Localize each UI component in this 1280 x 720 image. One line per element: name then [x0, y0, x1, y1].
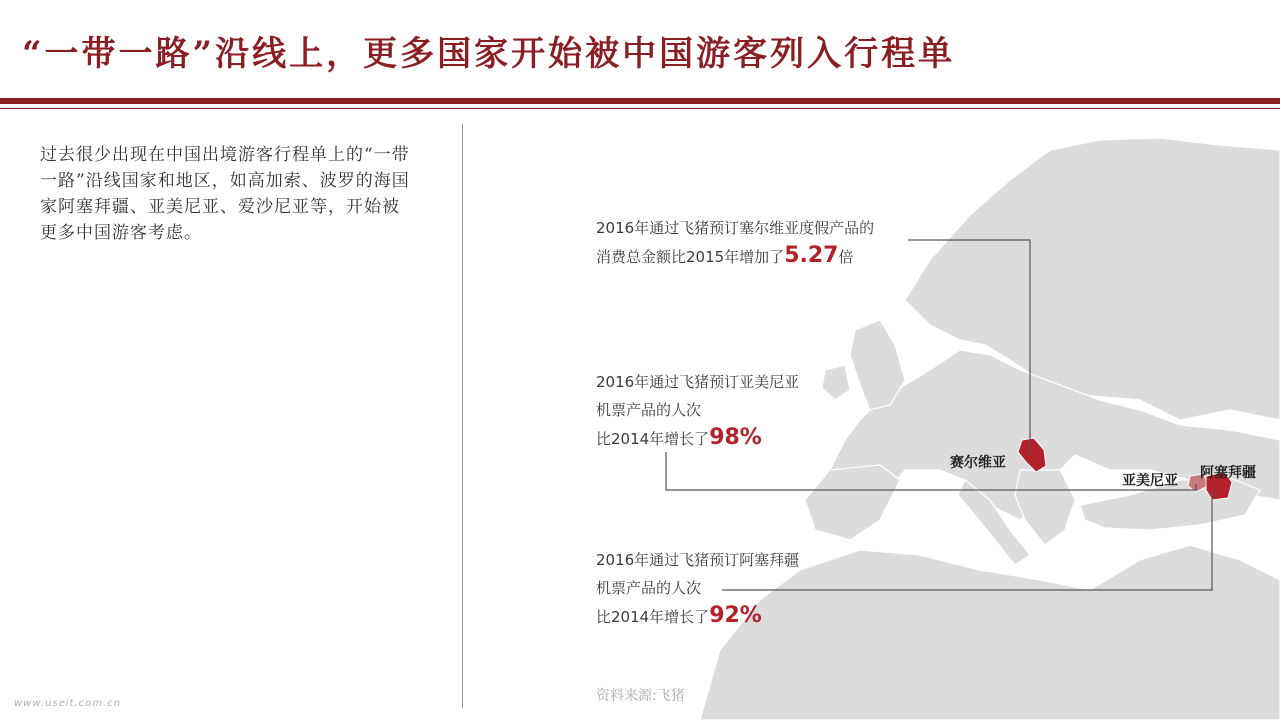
callout-armenia-line3	[596, 424, 799, 453]
callout-azerbaijan	[596, 546, 799, 631]
watermark: www.useit.com.cn	[14, 698, 122, 709]
callout-armenia-prefix: 比2014年增长了	[596, 430, 710, 448]
intro-paragraph: 过去很少出现在中国出境游客行程单上的“一带一路”沿线国家和地区，如高加索、波罗的海国家阿塞拜疆、亚美尼亚、爱沙尼亚等，开始被更多中国游客考虑。	[40, 145, 410, 243]
callout-armenia-line2: 机票产品的人次	[596, 401, 702, 419]
callout-serbia-prefix: 消费总金额比2015年增加了	[596, 248, 785, 266]
callout-serbia-line2	[596, 242, 874, 271]
callout-azerbaijan-line2: 机票产品的人次	[596, 579, 702, 597]
map-land-balkans	[1015, 470, 1075, 545]
source-note: 资料来源:飞猪	[596, 688, 685, 704]
callout-armenia	[596, 368, 799, 453]
callout-azerbaijan-stat: 92%	[709, 603, 762, 628]
map-land-ireland	[822, 365, 850, 400]
map-label-azerbaijan: 阿塞拜疆	[1200, 465, 1256, 481]
callout-serbia-stat: 5.27	[784, 243, 839, 268]
map-land-iberia	[805, 465, 900, 540]
callout-azerbaijan-prefix: 比2014年增长了	[596, 608, 710, 626]
callout-azerbaijan-line3	[596, 602, 799, 631]
callout-azerbaijan-line1: 2016年通过飞猪预订阿塞拜疆	[596, 551, 800, 569]
callout-armenia-line1: 2016年通过飞猪预订亚美尼亚	[596, 373, 800, 391]
callout-armenia-stat: 98%	[709, 425, 762, 450]
page-title: “一带一路”沿线上，更多国家开始被中国游客列入行程单	[22, 34, 956, 74]
map-label-serbia: 赛尔维亚	[950, 455, 1006, 471]
callout-serbia-line1: 2016年通过飞猪预订塞尔维亚度假产品的	[596, 219, 875, 237]
map-label-armenia: 亚美尼亚	[1122, 473, 1178, 489]
callout-serbia	[596, 214, 874, 271]
callout-serbia-suffix: 倍	[838, 248, 854, 266]
